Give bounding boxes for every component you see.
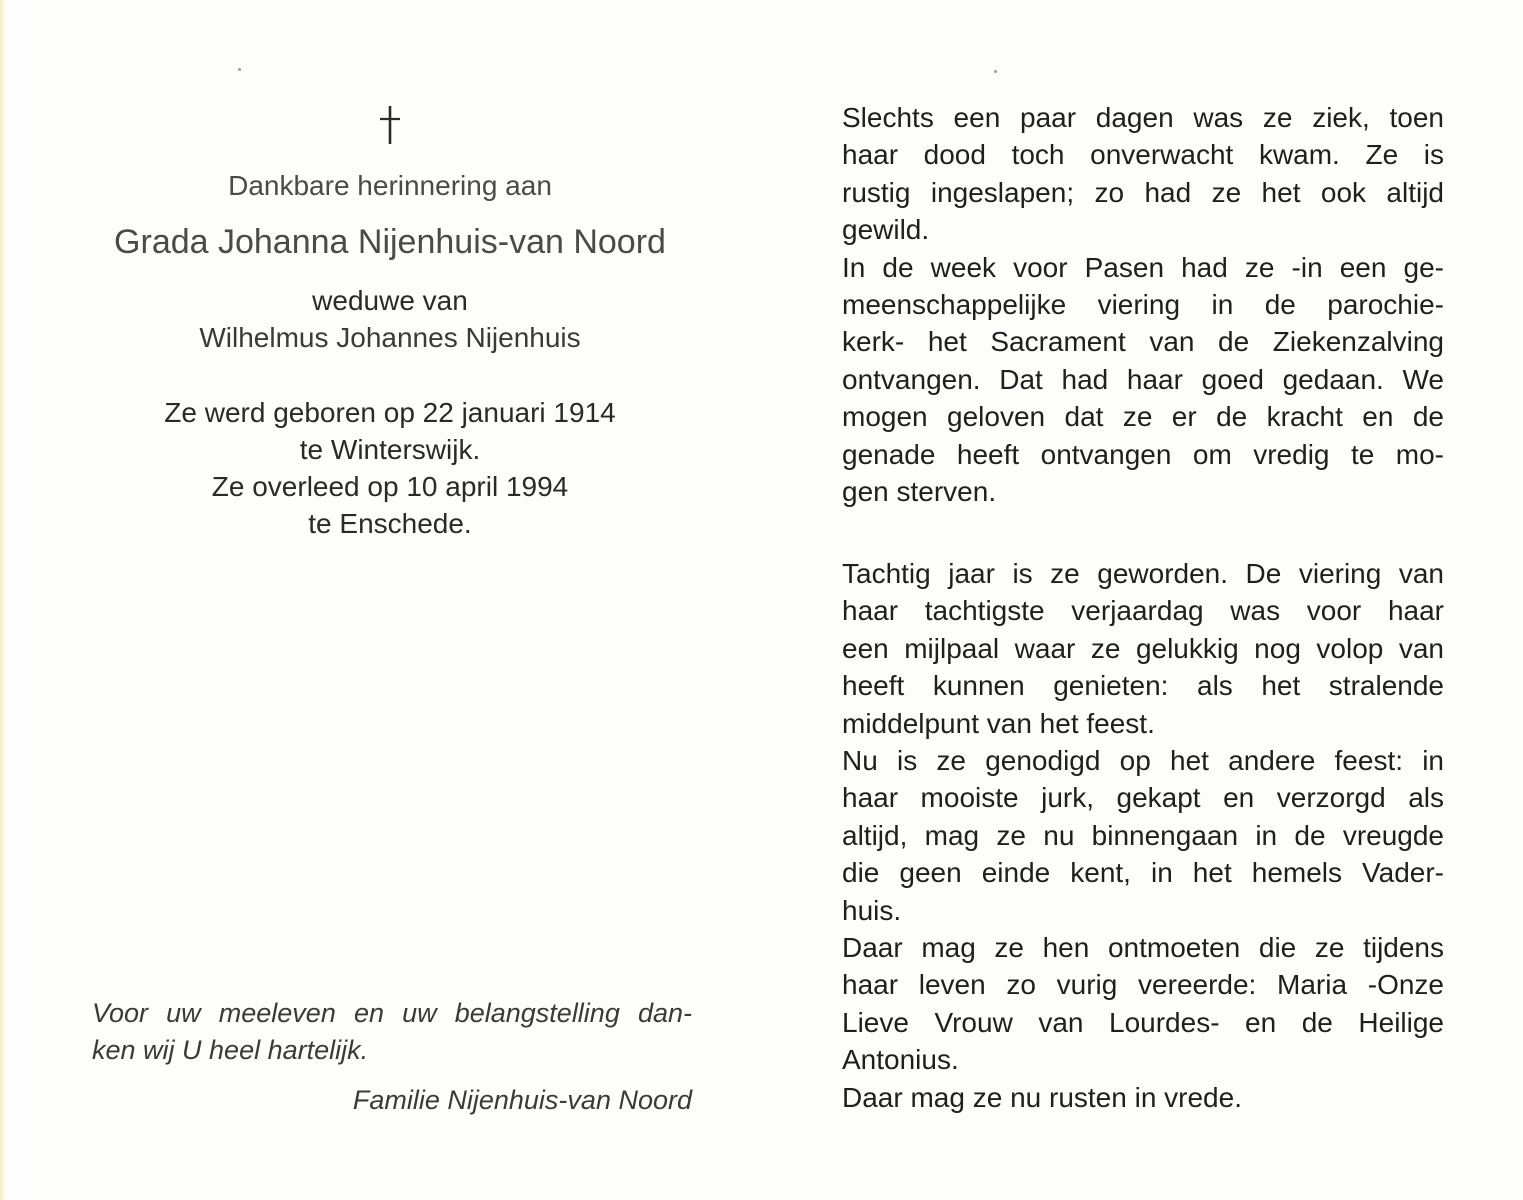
text-line: Tachtig jaar is ze geworden. De viering van [842, 558, 1444, 589]
text-line: In de week voor Pasen had ze -in een ge- [842, 251, 1444, 283]
text-line: middelpunt van het feest. [842, 707, 1155, 739]
text-line: gewild. [842, 214, 930, 246]
text-line: haar leven zo vurig vereerde: Maria -Onze [842, 969, 1444, 1001]
family-signature: Familie Nijenhuis-van Noord [352, 1085, 692, 1115]
text-line: Antonius. [842, 1044, 959, 1076]
text-line: Lieve Vrouw van Lourdes- en de Heilige [842, 1006, 1444, 1038]
death-date-line: Ze overleed op 10 april 1994 [211, 471, 569, 502]
text-line: die geen einde kent, in het hemels Vader- [842, 857, 1444, 889]
text-line: meenschappelijke viering in de parochie- [842, 289, 1444, 321]
birth-date-line: Ze werd geboren op 22 januari 1914 [164, 397, 616, 428]
intro-line: Dankbare herinnering aan [228, 170, 552, 201]
text-line: haar mooiste jurk, gekapt en verzorgd als [842, 782, 1444, 814]
text-line: altijd, mag ze nu binnengaan in de vreugde [842, 819, 1444, 851]
text-line: haar dood toch onverwacht kwam. Ze is [842, 139, 1444, 171]
thanks-line: Voor uw meeleven en uw belangstelling dan- [92, 998, 692, 1028]
thanks-message [92, 995, 692, 1069]
death-place-line: te Enschede. [308, 508, 472, 539]
thanks-line: ken wij U heel hartelijk. [92, 1035, 369, 1065]
right-page [842, 0, 1444, 1200]
left-page [80, 0, 700, 1200]
text-line: Daar mag ze nu rusten in vrede. [842, 1081, 1242, 1113]
text-line: rustig ingeslapen; zo had ze het ook altijd [842, 176, 1444, 208]
text-line: een mijlpaal waar ze gelukkig nog volop van [842, 632, 1444, 664]
text-line: mogen geloven dat ze er de kracht en de [842, 401, 1444, 433]
text-line: Daar mag ze hen ontmoeten die ze tijdens [842, 932, 1444, 964]
deceased-name: Grada Johanna Nijenhuis-van Noord [114, 223, 666, 261]
text-line: ontvangen. Dat had haar goed gedaan. We [842, 363, 1444, 395]
cross-icon [80, 100, 700, 150]
text-line: haar tachtigste verjaardag was voor haar [842, 595, 1444, 627]
text-line: heeft kunnen genieten: als het stralende [842, 670, 1444, 702]
cross-icon-graphic [375, 100, 405, 150]
text-line: Slechts een paar dagen was ze ziek, toen [842, 102, 1444, 133]
text-line: huis. [842, 894, 902, 926]
widow-of-line: weduwe van [312, 285, 468, 316]
text-line: kerk- het Sacrament van de Ziekenzalving [842, 326, 1444, 358]
text-line: Nu is ze genodigd op het andere feest: in [842, 745, 1444, 777]
paragraph-2 [842, 555, 1444, 1116]
text-line: gen sterven. [842, 476, 997, 508]
paper-edge [0, 0, 6, 1200]
text-line: genade heeft ontvangen om vredig te mo- [842, 438, 1444, 470]
birth-place-line: te Winterswijk. [299, 434, 481, 465]
paragraph-1 [842, 99, 1444, 510]
husband-name: Wilhelmus Johannes Nijenhuis [199, 322, 581, 353]
